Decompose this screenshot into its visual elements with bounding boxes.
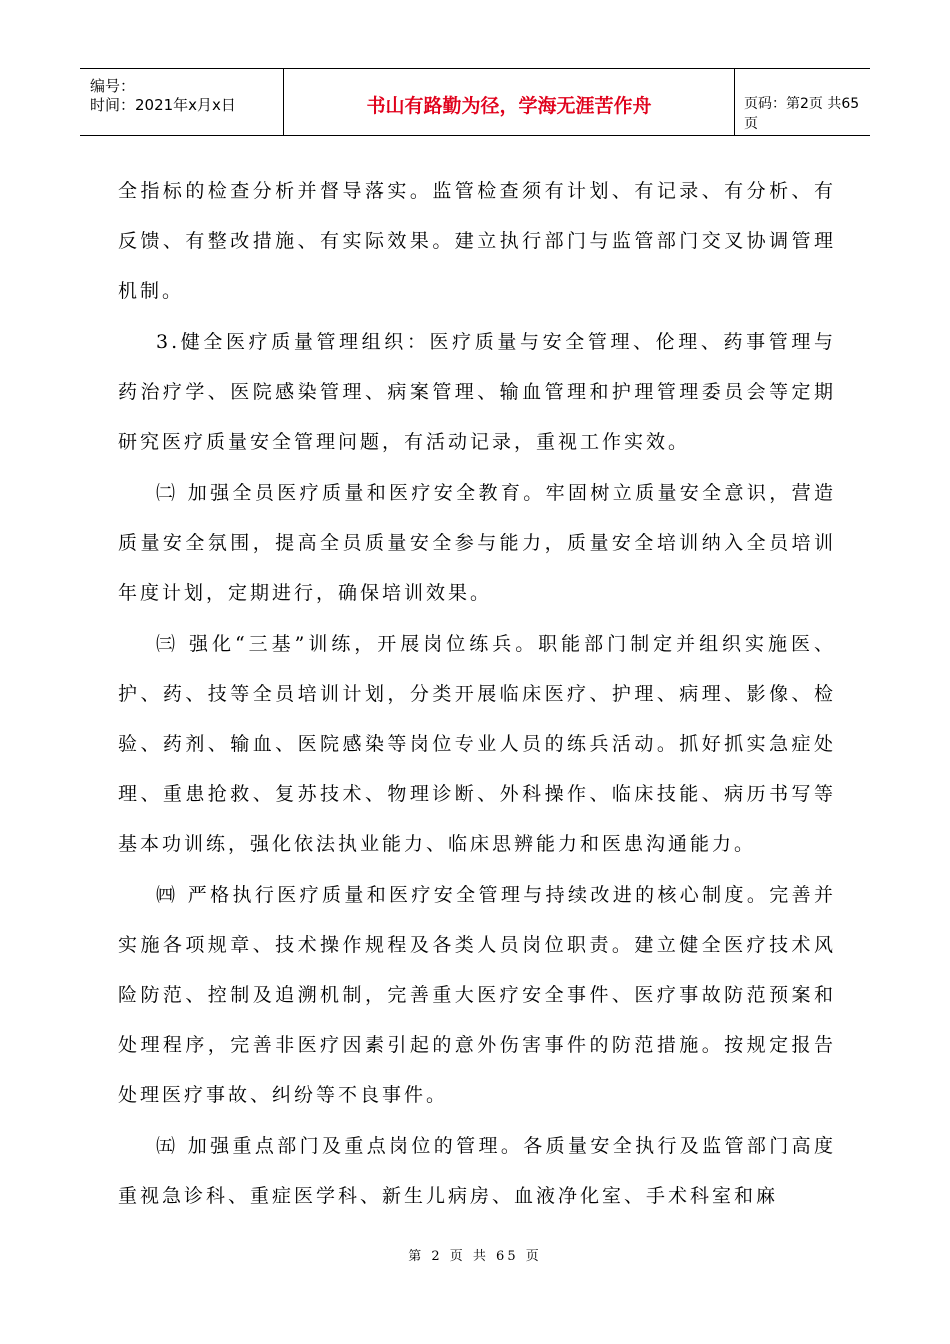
paragraph: ㈤ 加强重点部门及重点岗位的管理。各质量安全执行及监管部门高度重视急诊科、重症医学科、新生儿病房、血液净化室、手术科室和麻 [118,1135,836,1207]
header-motto-cell [284,69,735,135]
paragraph: ㈡ 加强全员医疗质量和医疗安全教育。牢固树立质量安全意识，营造质量安全氛围，提高全员质量安全参与能力，质量安全培训纳入全员培训年度计划，定期进行，确保培训效果。 [118,482,836,604]
paragraph: ㈢ 强化“三基”训练，开展岗位练兵。职能部门制定并组织实施医、护、药、技等全员培训计划，分类开展临床医疗、护理、病理、影像、检验、药剂、输血、医院感染等岗位专业人员的练兵活动。抓好抓实急症处理、重患抢救、复苏技术、物理诊断、外科操作、临床技能、病历书写等基本功训练，强化依法执业能力、临床思辨能力和医患沟通能力。 [118,633,836,855]
header-meta-cell [80,69,284,135]
page-footer: 第 2 页 共 65 页 [408,1249,542,1264]
paragraph: 3.健全医疗质量管理组织：医疗质量与安全管理、伦理、药事管理与药治疗学、医院感染管理、病案管理、输血管理和护理管理委员会等定期研究医疗质量安全管理问题，有活动记录，重视工作实效。 [118,331,836,453]
header-page-cell [735,69,870,135]
motto-text: 书山有路勤为径，学海无涯苦作舟 [366,95,652,117]
page-info: 页码：第2页 共65页 [744,96,860,132]
paragraph: 全指标的检查分析并督导落实。监管检查须有计划、有记录、有分析、有反馈、有整改措施、有实际效果。建立执行部门与监管部门交叉协调管理机制。 [118,180,836,302]
number-label: 编号： [90,77,136,95]
time-label: 时间：2021年x月x日 [90,96,236,114]
document-body [118,166,836,1221]
page-header [80,68,870,136]
paragraph: ㈣ 严格执行医疗质量和医疗安全管理与持续改进的核心制度。完善并实施各项规章、技术操作规程及各类人员岗位职责。建立健全医疗技术风险防范、控制及追溯机制，完善重大医疗安全事件、医疗事故防范预案和处理程序，完善非医疗因素引起的意外伤害事件的防范措施。按规定报告处理医疗事故、纠纷等不良事件。 [118,884,836,1106]
